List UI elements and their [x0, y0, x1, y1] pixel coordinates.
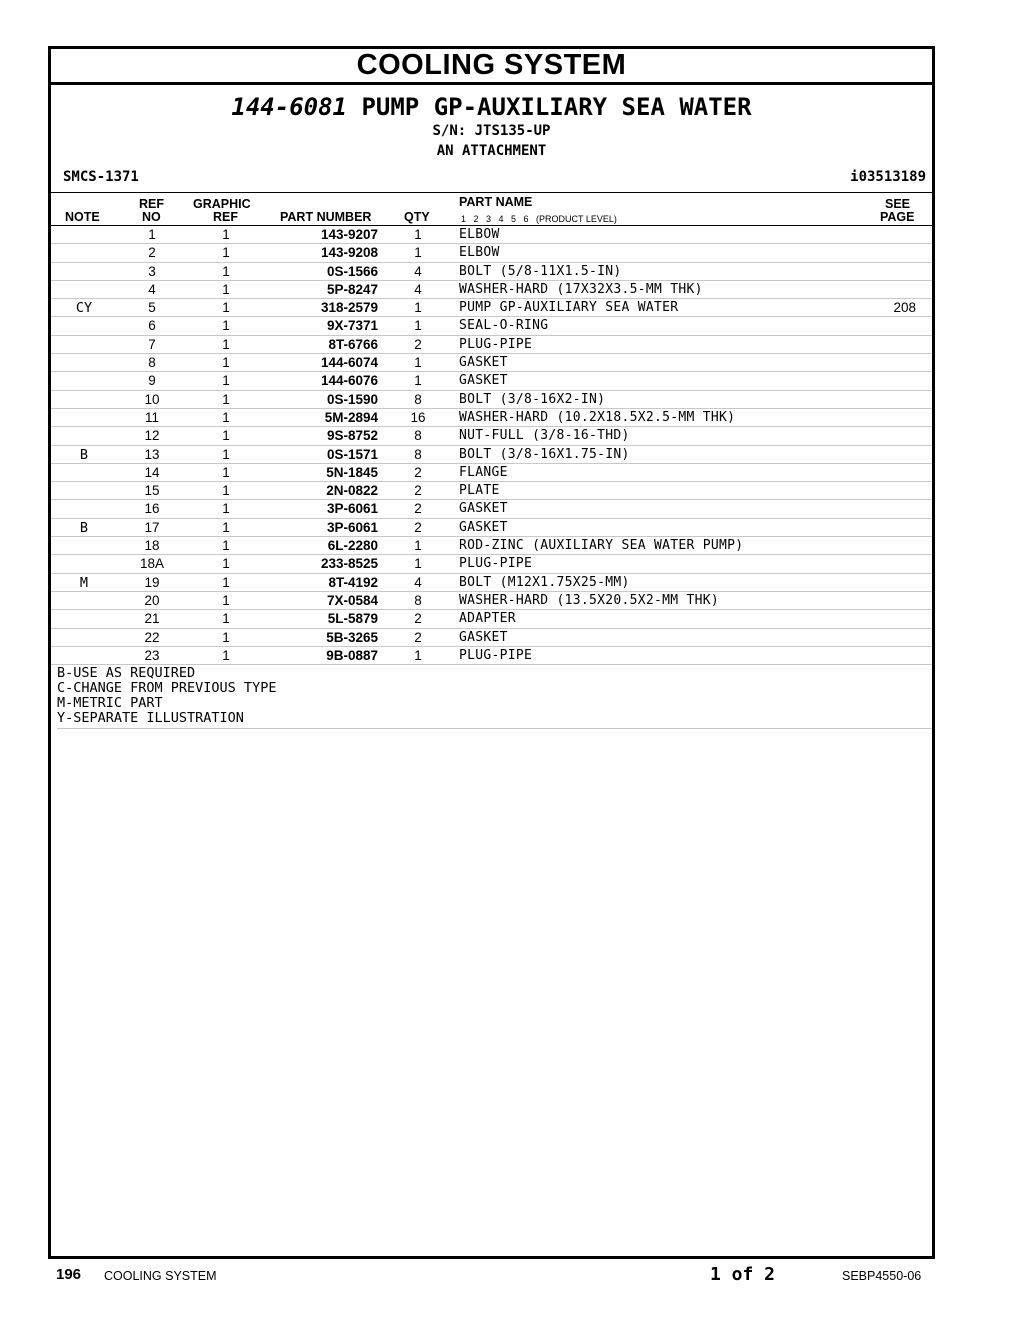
row-part-number: 143-9207 — [320, 227, 378, 242]
header-ref-top: REF — [139, 197, 164, 211]
row-ref-no: 18A — [139, 556, 165, 572]
row-qty: 1 — [414, 538, 422, 554]
table-row — [51, 226, 932, 244]
row-qty: 8 — [414, 592, 422, 608]
table-row — [51, 281, 932, 299]
row-part-number: 5B-3265 — [326, 629, 378, 645]
row-part-number: 0S-1571 — [326, 446, 378, 462]
page-number: 196 — [56, 1266, 82, 1283]
row-graphic-ref: 1 — [222, 556, 230, 572]
header-ref-bottom: NO — [142, 210, 161, 224]
row-qty: 1 — [414, 373, 422, 389]
row-graphic-ref: 1 — [222, 538, 230, 554]
row-ref-no: 6 — [148, 318, 156, 334]
page-frame — [48, 46, 935, 1259]
row-part-number: 5L-5879 — [327, 611, 378, 627]
table-row — [51, 336, 932, 354]
section-title: COOLING SYSTEM — [356, 49, 627, 81]
legend-item: C-CHANGE FROM PREVIOUS TYPE — [57, 680, 277, 696]
serial-range: S/N: JTS135-UP — [432, 123, 551, 139]
row-graphic-ref: 1 — [222, 336, 230, 352]
row-ref-no: 21 — [144, 611, 160, 627]
table-row — [51, 482, 932, 500]
row-part-name: BOLT (3/8-16X2-IN) — [459, 391, 606, 407]
document-number: SEBP4550-06 — [842, 1269, 922, 1283]
legend-item: Y-SEPARATE ILLUSTRATION — [57, 710, 244, 726]
row-part-number: 144-6074 — [320, 355, 378, 371]
header-graphic-bottom: REF — [213, 210, 238, 224]
table-row — [51, 574, 932, 592]
row-graphic-ref: 1 — [222, 300, 230, 316]
row-qty: 4 — [414, 263, 422, 279]
parts-list — [51, 226, 932, 665]
row-graphic-ref: 1 — [222, 611, 230, 627]
notes-legend — [57, 666, 932, 729]
row-qty: 4 — [414, 281, 422, 297]
row-qty: 1 — [414, 318, 422, 334]
header-part-number: PART NUMBER — [280, 210, 372, 224]
table-row — [51, 629, 932, 647]
sheet-indicator: 1 of 2 — [710, 1264, 776, 1285]
row-part-number: 2N-0822 — [326, 483, 378, 499]
row-see-page: 208 — [893, 300, 916, 316]
page-footer — [0, 1264, 1020, 1288]
illustration-id: i03513189 — [850, 169, 926, 185]
table-row — [51, 500, 932, 518]
row-part-name: NUT-FULL (3/8-16-THD) — [459, 428, 630, 444]
row-part-number: 3P-6061 — [326, 519, 378, 535]
row-part-name: WASHER-HARD (10.2X18.5X2.5-MM THK) — [459, 409, 736, 425]
row-qty: 16 — [410, 409, 426, 425]
row-part-number: 9S-8752 — [326, 428, 378, 444]
row-qty: 2 — [414, 611, 422, 627]
row-qty: 1 — [414, 227, 422, 242]
legend-item: B-USE AS REQUIRED — [57, 665, 196, 681]
group-type: AN ATTACHMENT — [436, 143, 547, 159]
row-note: B — [79, 519, 89, 536]
row-ref-no: 17 — [144, 519, 160, 535]
row-ref-no: 2 — [148, 245, 156, 261]
row-graphic-ref: 1 — [222, 245, 230, 261]
row-graphic-ref: 1 — [222, 501, 230, 517]
row-ref-no: 20 — [144, 592, 160, 608]
legend-item: M-METRIC PART — [57, 695, 163, 711]
row-part-number: 5M-2894 — [324, 409, 378, 425]
row-part-name: PLATE — [459, 483, 500, 499]
row-part-number: 8T-6766 — [328, 336, 378, 352]
row-ref-no: 11 — [144, 409, 159, 425]
row-qty: 2 — [414, 629, 422, 645]
group-name: PUMP GP-AUXILIARY SEA WATER — [361, 93, 752, 121]
row-ref-no: 1 — [148, 227, 156, 242]
row-ref-no: 4 — [148, 281, 156, 297]
row-part-name: FLANGE — [459, 464, 508, 480]
header-qty: QTY — [404, 210, 430, 224]
row-note: M — [79, 574, 89, 591]
smcs-row — [63, 169, 926, 185]
row-qty: 8 — [414, 446, 422, 462]
row-ref-no: 22 — [144, 629, 160, 645]
section-title-bar — [51, 49, 932, 85]
row-ref-no: 23 — [144, 647, 160, 663]
row-part-name: WASHER-HARD (13.5X20.5X2-MM THK) — [459, 592, 720, 608]
header-see-top: SEE — [885, 197, 911, 211]
table-row — [51, 299, 932, 317]
row-graphic-ref: 1 — [222, 446, 230, 462]
table-row — [51, 263, 932, 281]
table-row — [51, 244, 932, 262]
row-part-number: 8T-4192 — [328, 574, 378, 590]
row-qty: 1 — [414, 245, 422, 261]
row-ref-no: 14 — [144, 464, 160, 480]
row-ref-no: 7 — [148, 336, 156, 352]
row-part-number: 9X-7371 — [326, 318, 378, 334]
row-graphic-ref: 1 — [222, 355, 230, 371]
header-graphic-top: GRAPHIC — [193, 197, 251, 211]
row-part-number: 0S-1590 — [326, 391, 378, 407]
table-row — [51, 446, 932, 464]
smcs-code: SMCS-1371 — [63, 169, 139, 185]
row-qty: 8 — [414, 428, 422, 444]
row-ref-no: 3 — [148, 263, 156, 279]
row-qty: 2 — [414, 464, 422, 480]
row-graphic-ref: 1 — [222, 263, 230, 279]
row-part-number: 144-6076 — [320, 373, 378, 389]
row-part-number: 9B-0887 — [326, 647, 378, 663]
header-note: NOTE — [65, 210, 100, 224]
row-part-number: 5N-1845 — [326, 464, 378, 480]
table-row — [51, 647, 932, 665]
row-part-number: 318-2579 — [320, 300, 378, 316]
row-ref-no: 15 — [144, 483, 160, 499]
row-graphic-ref: 1 — [222, 574, 230, 590]
row-part-number: 143-9208 — [320, 245, 378, 261]
row-part-name: GASKET — [459, 355, 508, 371]
row-part-name: ELBOW — [459, 227, 500, 242]
row-note: B — [79, 446, 89, 463]
row-part-number: 233-8525 — [320, 556, 378, 572]
row-part-number: 7X-0584 — [326, 592, 378, 608]
table-row — [51, 354, 932, 372]
row-part-name: PLUG-PIPE — [459, 556, 533, 572]
row-graphic-ref: 1 — [222, 227, 230, 242]
group-number: 144-6081 — [231, 93, 347, 121]
row-graphic-ref: 1 — [222, 464, 230, 480]
row-graphic-ref: 1 — [222, 592, 230, 608]
row-part-name: ELBOW — [459, 245, 500, 261]
row-graphic-ref: 1 — [222, 409, 230, 425]
row-qty: 2 — [414, 483, 422, 499]
row-qty: 1 — [414, 300, 422, 316]
row-qty: 2 — [414, 519, 422, 535]
row-graphic-ref: 1 — [222, 483, 230, 499]
row-part-number: 6L-2280 — [327, 538, 378, 554]
row-ref-no: 18 — [144, 538, 160, 554]
row-ref-no: 9 — [148, 373, 156, 389]
row-graphic-ref: 1 — [222, 281, 230, 297]
row-qty: 1 — [414, 355, 422, 371]
row-part-name: GASKET — [459, 373, 508, 389]
row-part-number: 3P-6061 — [326, 501, 378, 517]
row-graphic-ref: 1 — [222, 373, 230, 389]
row-ref-no: 19 — [144, 574, 160, 590]
row-part-name: ADAPTER — [459, 611, 516, 627]
header-see-bottom: PAGE — [880, 210, 915, 224]
row-part-name: GASKET — [459, 629, 508, 645]
column-headers — [51, 192, 932, 226]
table-row — [51, 537, 932, 555]
row-qty: 2 — [414, 501, 422, 517]
row-graphic-ref: 1 — [222, 318, 230, 334]
row-part-name: BOLT (M12X1.75X25-MM) — [459, 574, 630, 590]
table-row — [51, 592, 932, 610]
row-part-name: PUMP GP-AUXILIARY SEA WATER — [459, 300, 679, 316]
table-row — [51, 464, 932, 482]
table-row — [51, 427, 932, 445]
row-part-name: BOLT (5/8-11X1.5-IN) — [459, 263, 622, 279]
row-part-number: 0S-1566 — [326, 263, 378, 279]
table-row — [51, 391, 932, 409]
row-part-name: PLUG-PIPE — [459, 336, 533, 352]
table-row — [51, 409, 932, 427]
row-ref-no: 8 — [148, 355, 156, 371]
row-ref-no: 12 — [144, 428, 160, 444]
header-product-level: 1 2 3 4 5 6 (PRODUCT LEVEL) — [461, 214, 617, 224]
row-graphic-ref: 1 — [222, 629, 230, 645]
footer-section: COOLING SYSTEM — [104, 1269, 217, 1283]
row-graphic-ref: 1 — [222, 647, 230, 663]
row-ref-no: 13 — [144, 446, 160, 462]
row-part-name: GASKET — [459, 519, 508, 535]
row-ref-no: 16 — [144, 501, 160, 517]
table-row — [51, 372, 932, 390]
row-qty: 4 — [414, 574, 422, 590]
row-part-name: PLUG-PIPE — [459, 647, 533, 663]
table-row — [51, 555, 932, 573]
row-ref-no: 5 — [148, 300, 156, 316]
row-part-number: 5P-8247 — [326, 281, 378, 297]
row-note: CY — [75, 300, 93, 317]
row-part-name: SEAL-O-RING — [459, 318, 549, 334]
row-graphic-ref: 1 — [222, 519, 230, 535]
row-part-name: GASKET — [459, 501, 508, 517]
row-part-name: WASHER-HARD (17X32X3.5-MM THK) — [459, 281, 703, 297]
row-graphic-ref: 1 — [222, 391, 230, 407]
header-part-name: PART NAME — [459, 195, 533, 209]
table-row — [51, 610, 932, 628]
group-heading — [51, 93, 932, 121]
row-qty: 8 — [414, 391, 422, 407]
row-graphic-ref: 1 — [222, 428, 230, 444]
row-qty: 2 — [414, 336, 422, 352]
row-part-name: ROD-ZINC (AUXILIARY SEA WATER PUMP) — [459, 538, 744, 554]
row-qty: 1 — [414, 556, 422, 572]
row-ref-no: 10 — [144, 391, 160, 407]
row-qty: 1 — [414, 647, 422, 663]
row-part-name: BOLT (3/8-16X1.75-IN) — [459, 446, 630, 462]
table-row — [51, 519, 932, 537]
table-row — [51, 317, 932, 335]
